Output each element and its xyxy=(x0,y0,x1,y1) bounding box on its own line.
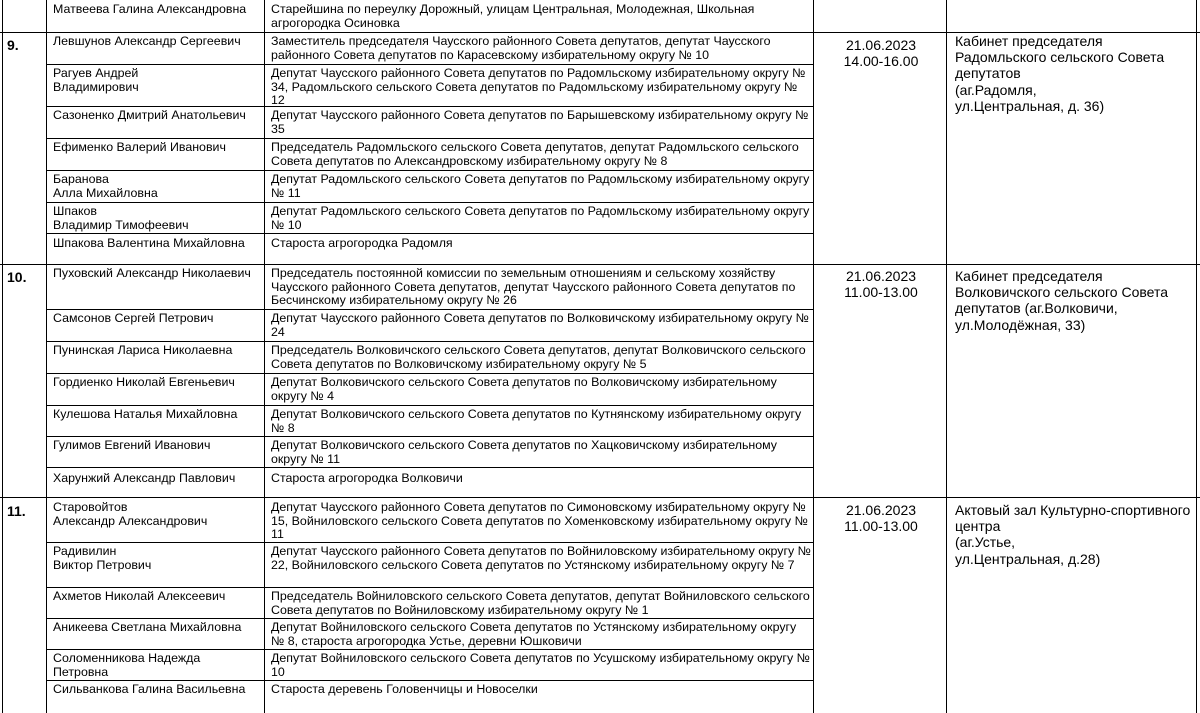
member-name: Сильванкова Галина Васильевна xyxy=(53,682,246,696)
group-11-top-rule xyxy=(0,497,1200,498)
member-position: Депутат Войниловского сельского Совета депутатов по Усушскому избирательному округу № 10 xyxy=(271,651,810,679)
row-rule xyxy=(46,202,813,203)
member-name: Гордиенко Николай Евгеньевич xyxy=(53,375,235,389)
member-position: Депутат Чаусского районного Совета депутатов по Радомльскому избирательному округу № 34, Радомльского сельского Совета депутатов по Радомльскому избирательному округу № 12 xyxy=(271,66,806,108)
member-name: Соломенникова Надежда Петровна xyxy=(53,651,201,679)
member-name: Радивилин Виктор Петрович xyxy=(53,544,152,572)
col-border-left xyxy=(2,0,3,713)
reception-date-time: 21.06.2023 11.00-13.00 xyxy=(844,268,918,300)
row-rule xyxy=(46,64,813,65)
reception-place: Кабинет председателя Радомльского сельского Совета депутатов (аг.Радомля, ул.Центральная, д. 36) xyxy=(955,33,1165,114)
member-position: Депутат Войниловского сельского Совета депутатов по Устянскому избирательному округу № 8, староста агрогородка Устье, деревни Юшковичи xyxy=(271,620,797,648)
member-position: Председатель Радомльского сельского Совета депутатов, депутат Радомльского сельского Совета депутатов по Александровскому избирательному округу № 8 xyxy=(271,140,799,168)
group-10-top-rule xyxy=(0,264,1200,265)
group-number: 9. xyxy=(7,37,19,53)
member-position: Заместитель председателя Чаусского районного Совета депутатов, депутат Чаусского районного Совета депутатов по Карасевскому избирательному округу № 10 xyxy=(271,34,771,62)
member-name: Пунинская Лариса Николаевна xyxy=(53,343,233,357)
col-border-position xyxy=(813,0,814,713)
member-name: Шпаков Владимир Тимофеевич xyxy=(53,204,189,232)
member-position: Депутат Радомльского сельского Совета депутатов по Радомльскому избирательному округу № 11 xyxy=(271,172,810,200)
group-number: 11. xyxy=(7,503,26,519)
col-border-date xyxy=(946,0,947,713)
member-name: Сазоненко Дмитрий Анатольевич xyxy=(53,108,246,122)
member-position: Депутат Чаусского районного Совета депутатов по Войниловскому избирательному округу № 22, Войниловского сельского Совета депутатов по Устянскому избирательному округу № 7 xyxy=(271,544,811,572)
row-rule xyxy=(46,587,813,588)
member-position: Старейшина по переулку Дорожный, улицам Центральная, Молодежная, Школьная агрогородка Осиновка xyxy=(271,2,755,30)
row-rule xyxy=(46,138,813,139)
member-name: Шпакова Валентина Михайловна xyxy=(53,236,245,250)
row-rule xyxy=(46,542,813,543)
member-name: Пуховский Александр Николаевич xyxy=(53,266,251,280)
member-name: Самсонов Сергей Петрович xyxy=(53,311,214,325)
member-position: Председатель Войниловского сельского Совета депутатов, депутат Войниловского сельского Совета депутатов по Войниловскому избирательному округу № 1 xyxy=(271,589,810,617)
member-name: Левшунов Александр Сергеевич xyxy=(53,34,241,48)
member-name: Кулешова Наталья Михайловна xyxy=(53,407,238,421)
col-border-right xyxy=(1196,0,1197,713)
row-rule xyxy=(46,170,813,171)
member-position: Депутат Радомльского сельского Совета депутатов по Радомльскому избирательному округу № 10 xyxy=(271,204,810,232)
row-rule xyxy=(46,309,813,310)
reception-date-time: 21.06.2023 14.00-16.00 xyxy=(843,37,919,69)
reception-place: Актовый зал Культурно-спортивного центра (аг.Устье, ул.Центральная, д.28) xyxy=(955,502,1191,567)
member-name: Харунжий Александр Павлович xyxy=(53,471,236,485)
member-position: Депутат Волковичского сельского Совета депутатов по Волковичскому избирательному округу № 4 xyxy=(271,375,777,403)
row-rule xyxy=(46,467,813,468)
group-number: 10. xyxy=(7,269,27,285)
member-position: Депутат Чаусского районного Совета депутатов по Барышевскому избирательному округу № 35 xyxy=(271,108,809,136)
member-name: Аникеева Светлана Михайловна xyxy=(53,620,242,634)
member-name: Баранова Алла Михайловна xyxy=(53,172,158,200)
member-name: Матвеева Галина Александровна xyxy=(53,2,247,16)
row-rule xyxy=(46,618,813,619)
member-name: Старовойтов Александр Александрович xyxy=(53,500,208,528)
member-position: Председатель постоянной комиссии по земельным отношениям и сельскому хозяйству Чаусского районного Совета депутатов, депутат Чаусского районного Совета депутатов по Бесчинскому избирательному округу № 26 xyxy=(271,266,796,308)
member-name: Рагуев Андрей Владимирович xyxy=(53,66,139,94)
row-rule xyxy=(46,649,813,650)
member-position: Староста агрогородка Радомля xyxy=(271,236,453,250)
member-position: Староста агрогородка Волковичи xyxy=(271,471,463,485)
member-position: Депутат Чаусского районного Совета депутатов по Симоновскому избирательному округу № 15, Войниловского сельского Совета депутатов по Хоменковскому избирательному округу № 11 xyxy=(271,500,808,542)
row-rule xyxy=(46,341,813,342)
member-position: Председатель Волковичского сельского Совета депутатов, депутат Волковичского сельского Совета депутатов по Волковичскому избирательному округу № 5 xyxy=(271,343,806,371)
member-position: Староста деревень Головенчицы и Новоселки xyxy=(271,682,538,696)
member-name: Ефименко Валерий Иванович xyxy=(53,140,226,154)
member-position: Депутат Волковичского сельского Совета депутатов по Кутнянскому избирательному округу № 8 xyxy=(271,407,802,435)
row-rule xyxy=(46,233,813,234)
reception-place: Кабинет председателя Волковичского сельского Совета депутатов (аг.Волковичи, ул.Молодёжная, 33) xyxy=(955,268,1169,333)
row-rule xyxy=(46,373,813,374)
member-name: Ахметов Николай Алексеевич xyxy=(53,589,226,603)
member-position: Депутат Волковичского сельского Совета депутатов по Хацковичскому избирательному округу № 11 xyxy=(271,438,777,466)
member-name: Гулимов Евгений Иванович xyxy=(53,438,211,452)
row-rule xyxy=(46,405,813,406)
member-position: Депутат Чаусского районного Совета депутатов по Волковичскому избирательному округу № 24 xyxy=(271,311,809,339)
reception-date-time: 21.06.2023 11.00-13.00 xyxy=(844,502,918,534)
row-rule xyxy=(46,680,813,681)
row-rule xyxy=(46,436,813,437)
